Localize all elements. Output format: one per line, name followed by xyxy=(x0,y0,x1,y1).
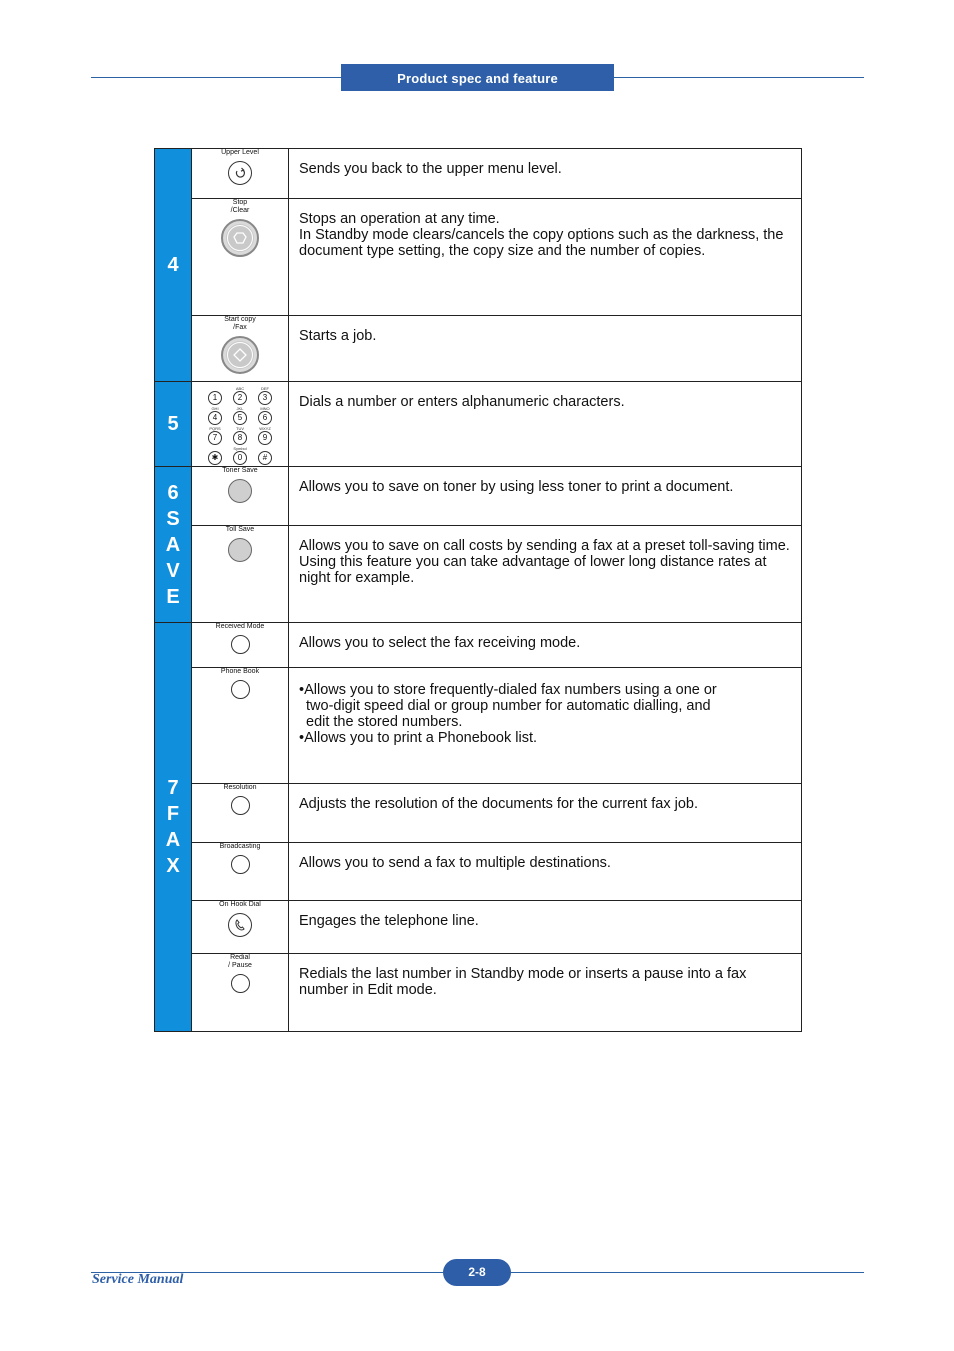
keypad-key-letters: JKL xyxy=(236,406,244,411)
toll-save-button[interactable] xyxy=(228,538,252,562)
keypad-key-digit: 7 xyxy=(208,431,222,445)
stop-clear-button[interactable] xyxy=(221,219,259,257)
keypad-key[interactable] xyxy=(206,406,225,425)
keypad-key[interactable] xyxy=(231,446,250,465)
footer-rule-right xyxy=(511,1272,864,1273)
keypad-key-letters: ABC xyxy=(235,386,245,391)
keypad-description: Dials a number or enters alphanumeric characters. xyxy=(289,382,802,467)
redial-pause-button[interactable] xyxy=(231,974,250,993)
table-row xyxy=(155,954,802,1032)
keypad-key-digit: 4 xyxy=(208,411,222,425)
table-row xyxy=(155,526,802,623)
control-panel-table xyxy=(154,148,802,1032)
broadcasting-label: Broadcasting xyxy=(219,843,261,850)
keypad-key-digit: 6 xyxy=(258,411,272,425)
keypad-key[interactable] xyxy=(256,426,275,445)
return-arrow-icon xyxy=(234,167,246,179)
redial-pause-label: Redial / Pause xyxy=(228,954,252,969)
page-section-title: Product spec and feature xyxy=(341,64,614,91)
start-diamond-icon xyxy=(233,348,247,362)
redial-pause-description: Redials the last number in Standby mode or inserts a pause into a fax number in Edit mode. xyxy=(289,954,802,1032)
header-rule-left xyxy=(91,77,341,78)
on-hook-dial-button[interactable] xyxy=(228,913,252,937)
keypad-key-digit: 2 xyxy=(233,391,247,405)
toll-save-description: Allows you to save on call costs by sending a fax at a preset toll-saving time. Using this feature you can take advantage of lower long distance rates at night for example. xyxy=(289,526,802,623)
on-hook-dial-description: Engages the telephone line. xyxy=(289,901,802,954)
received-mode-label: Received Mode xyxy=(215,623,265,630)
received-mode-description: Allows you to select the fax receiving mode. xyxy=(289,623,802,668)
toner-save-description: Allows you to save on toner by using less toner to print a document. xyxy=(289,467,802,526)
keypad-key-letters: WXYZ xyxy=(259,426,271,431)
keypad-key-letters: Symbol xyxy=(233,446,247,451)
keypad-key[interactable] xyxy=(256,446,275,465)
keypad-key-digit: 9 xyxy=(258,431,272,445)
section-7-fax-label: 7 F A X xyxy=(155,623,192,1032)
keypad-key[interactable] xyxy=(256,406,275,425)
table-row xyxy=(155,382,802,467)
upper-level-label: Upper Level xyxy=(221,149,259,156)
resolution-label: Resolution xyxy=(223,784,257,791)
stop-icon xyxy=(233,231,247,245)
start-copy-button[interactable] xyxy=(221,336,259,374)
start-copy-label: Start copy /Fax xyxy=(224,316,256,331)
page-number: 2-8 xyxy=(443,1259,511,1286)
received-mode-button[interactable] xyxy=(231,635,250,654)
keypad-key-letters: PQRS xyxy=(209,426,221,431)
section-5-label: 5 xyxy=(155,382,192,467)
section-4-label: 4 xyxy=(155,149,192,382)
keypad-key-letters: DEF xyxy=(261,386,269,391)
resolution-description: Adjusts the resolution of the documents for the current fax job. xyxy=(289,784,802,843)
keypad-key-digit: 5 xyxy=(233,411,247,425)
start-copy-description: Starts a job. xyxy=(289,316,802,382)
table-row xyxy=(155,668,802,784)
table-row xyxy=(155,784,802,843)
section-6-save-label: 6 S A V E xyxy=(155,467,192,623)
keypad-key-digit: 3 xyxy=(258,391,272,405)
broadcasting-description: Allows you to send a fax to multiple destinations. xyxy=(289,843,802,901)
upper-level-button[interactable] xyxy=(228,161,252,185)
stop-clear-description: Stops an operation at any time. In Standby mode clears/cancels the copy options such as the darkness, the document type setting, the copy size and the number of copies. xyxy=(289,199,802,316)
upper-level-description: Sends you back to the upper menu level. xyxy=(289,149,802,199)
keypad-key[interactable] xyxy=(206,426,225,445)
keypad-key-digit: 1 xyxy=(208,391,222,405)
keypad-key-letters: MNO xyxy=(260,406,270,411)
table-row xyxy=(155,467,802,526)
phone-book-description: •Allows you to store frequently-dialed fax numbers using a one or two-digit speed dial or group number for automatic dialling, and edit the stored numbers. •Allows you to print a Phonebook list. xyxy=(289,668,802,784)
number-keypad xyxy=(192,386,288,465)
footer-manual-title: Service Manual xyxy=(92,1272,184,1287)
stop-clear-label: Stop /Clear xyxy=(230,199,250,214)
keypad-key-digit: 0 xyxy=(233,451,247,465)
keypad-key-digit: # xyxy=(258,451,272,465)
keypad-key[interactable] xyxy=(231,386,250,405)
toner-save-button[interactable] xyxy=(228,479,252,503)
toner-save-label: Toner Save xyxy=(222,467,258,474)
keypad-key[interactable] xyxy=(256,386,275,405)
header-rule-right xyxy=(614,77,864,78)
keypad-key-digit: 8 xyxy=(233,431,247,445)
table-row xyxy=(155,149,802,199)
keypad-key-digit: ✱ xyxy=(208,451,222,465)
broadcasting-button[interactable] xyxy=(231,855,250,874)
handset-icon xyxy=(234,919,246,931)
keypad-key[interactable] xyxy=(231,426,250,445)
keypad-key[interactable] xyxy=(206,386,225,405)
table-row xyxy=(155,199,802,316)
keypad-key-letters: TUV xyxy=(236,426,244,431)
on-hook-dial-label: On Hook Dial xyxy=(219,901,261,908)
table-row xyxy=(155,623,802,668)
keypad-key[interactable] xyxy=(231,406,250,425)
table-row xyxy=(155,901,802,954)
table-row xyxy=(155,316,802,382)
table-row xyxy=(155,843,802,901)
toll-save-label: Toll Save xyxy=(225,526,255,533)
resolution-button[interactable] xyxy=(231,796,250,815)
keypad-key[interactable] xyxy=(206,446,225,465)
phone-book-button[interactable] xyxy=(231,680,250,699)
keypad-key-letters: GHI xyxy=(211,406,219,411)
phone-book-label: Phone Book xyxy=(220,668,260,675)
